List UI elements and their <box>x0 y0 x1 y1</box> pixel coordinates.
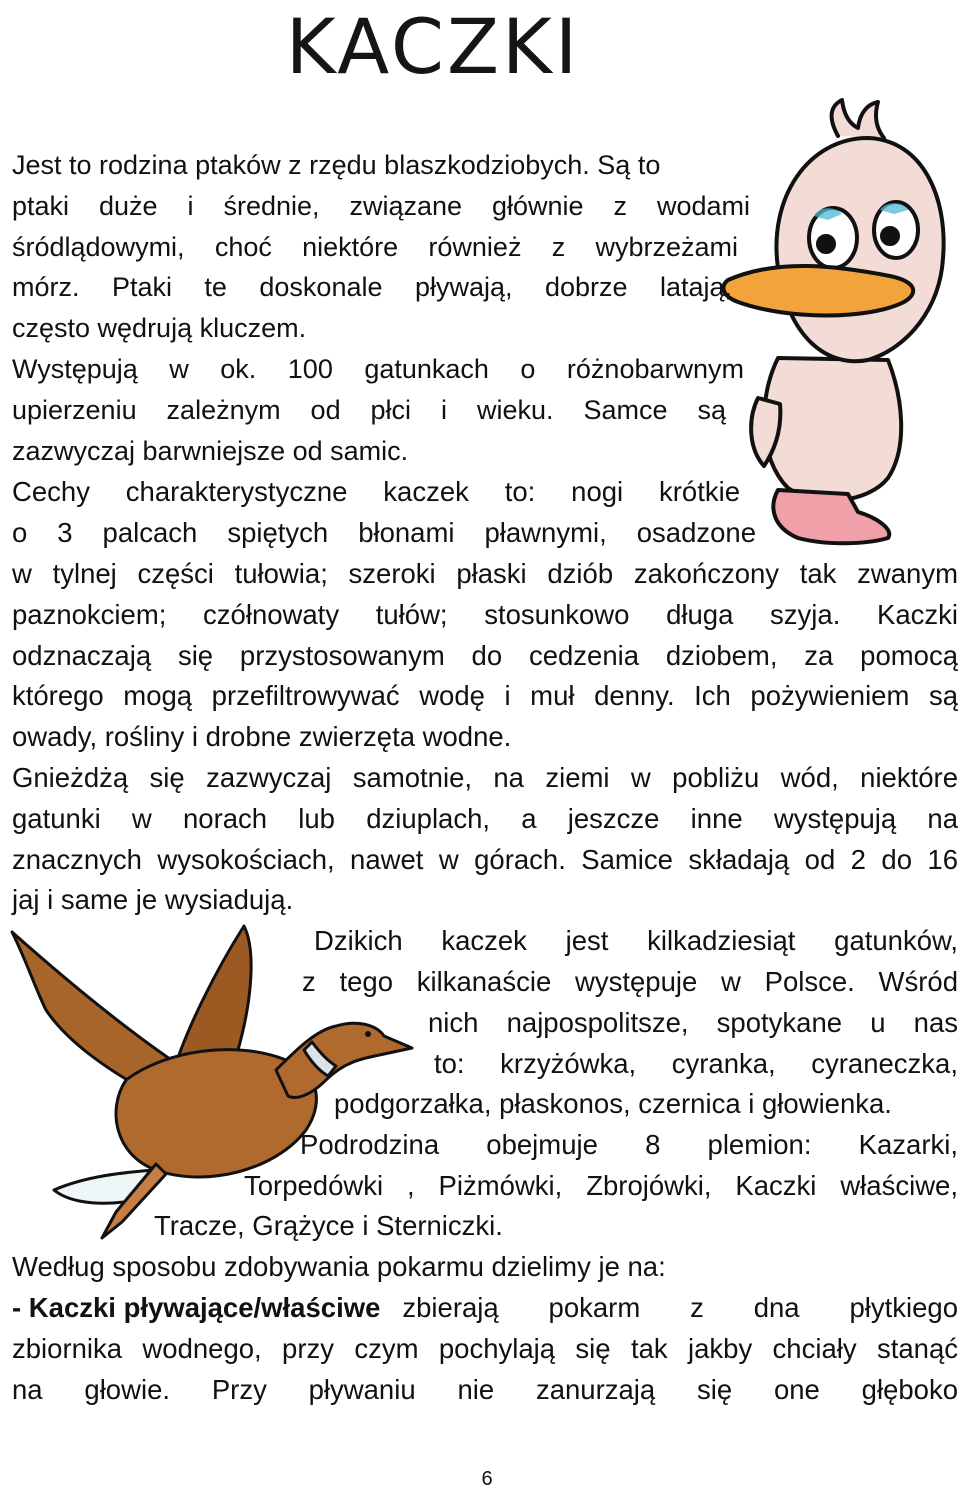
text-line: Torpedówki , Piżmówki, Zbrojówki, Kaczki właściwe, <box>244 1170 958 1201</box>
text-line-bold <box>12 1287 958 1328</box>
text-line: upierzeniu zależnym od płci i wieku. Samce są <box>12 395 726 425</box>
text-line: którego mogą przefiltrowywać wodę i muł denny. Ich pożywieniem są <box>12 680 958 711</box>
text-line: Występują w ok. 100 gatunkach o różnobarwnym <box>12 354 744 384</box>
text-line: Podrodzina obejmuje 8 plemion: Kazarki, <box>300 1129 958 1160</box>
text-line: odznaczają się przystosowanym do cedzenia dziobem, za pomocą <box>12 640 958 671</box>
bold-term: - Kaczki pływające/właściwe <box>12 1292 381 1323</box>
text-line: Tracze, Grążyce i Sterniczki. <box>154 1210 503 1241</box>
text-line: znacznych wysokościach, nawet w górach. Samice składają od 2 do 16 <box>12 844 958 875</box>
text-line: podgorzałka, płaskonos, czernica i głowienka. <box>334 1088 892 1119</box>
text-line: jaj i same je wysiadują. <box>12 884 294 915</box>
text-line: o 3 palcach spiętych błonami pławnymi, osadzone <box>12 517 756 548</box>
text-line: Jest to rodzina ptaków z rzędu blaszkodziobych. Są to <box>12 150 661 180</box>
text-line: to: krzyżówka, cyranka, cyraneczka, <box>434 1048 958 1079</box>
text-line: paznokciem; czółnowaty tułów; stosunkowo długa szyja. Kaczki <box>12 599 958 630</box>
text-line: ptaki duże i średnie, związane głównie z wodami <box>12 191 750 221</box>
text-line: często wędrują kluczem. <box>12 313 307 343</box>
text-line: Cechy charakterystyczne kaczek to: nogi krótkie <box>12 476 740 507</box>
text-line: owady, rośliny i drobne zwierzęta wodne. <box>12 721 512 752</box>
text-line: Dzikich kaczek jest kilkadziesiąt gatunków, <box>314 925 958 956</box>
text-line: śródlądowymi, choć niektóre również z wybrzeżami <box>12 232 738 262</box>
text-line: na głowie. Przy pływaniu nie zanurzają się one głęboko <box>12 1374 958 1405</box>
text-line: zazwyczaj barwniejsze od samic. <box>12 436 409 466</box>
page-number: 6 <box>481 1468 493 1490</box>
text-line: z tego kilkanaście występuje w Polsce. Wśród <box>302 966 958 997</box>
text-line: zbiornika wodnego, przy czym pochylają się tak jakby chciały stanąć <box>12 1333 958 1364</box>
bold-term-rest: zbierają pokarm z dna płytkiego <box>402 1292 958 1323</box>
text-line: Gnieżdżą się zazwyczaj samotnie, na ziemi w pobliżu wód, niektóre <box>12 762 958 793</box>
text-line: Według sposobu zdobywania pokarmu dzielimy je na: <box>12 1251 666 1282</box>
text-line: nich najpospolitsze, spotykane u nas <box>428 1007 958 1038</box>
text-line: mórz. Ptaki te doskonale pływają, dobrze latają, <box>12 272 732 302</box>
text-line: gatunki w norach lub dziuplach, a jeszcze inne występują na <box>12 803 958 834</box>
page-title: KACZKI <box>285 2 581 91</box>
text-line: w tylnej części tułowia; szeroki płaski dziób zakończony tak zwanym <box>12 558 958 589</box>
